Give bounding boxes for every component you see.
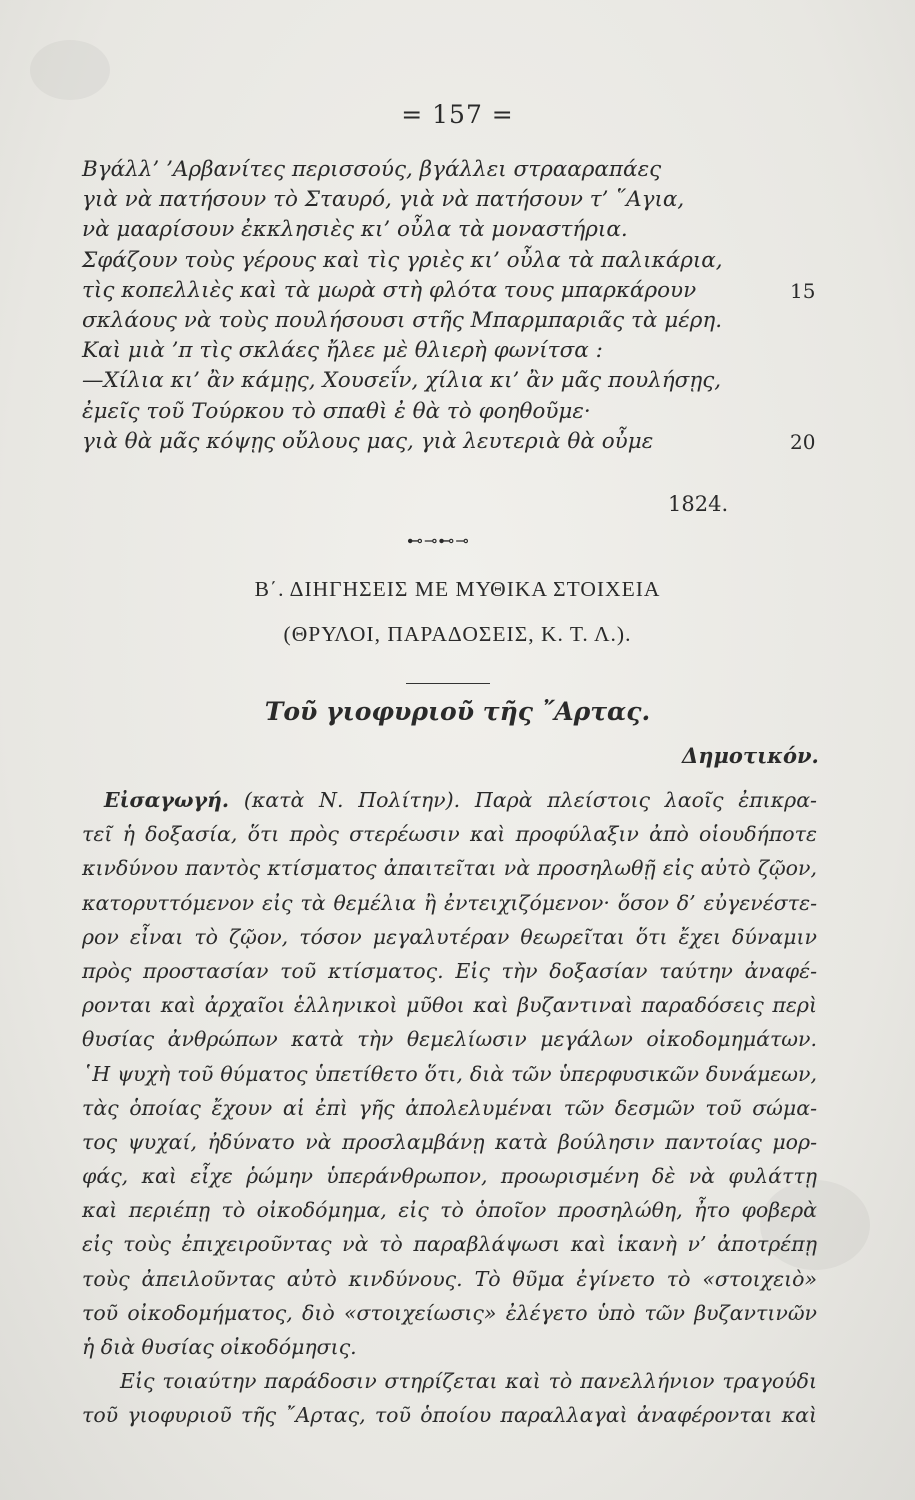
- poem-line-text: γιὰ θὰ μᾶς κόψῃς οὔλους μας, γιὰ λευτεριὰ θὰ οὖμε: [82, 428, 654, 454]
- prose-line: [82, 1262, 817, 1296]
- prose-line-text: ἡ διὰ θυσίας οἰκοδόμησις.: [82, 1335, 357, 1359]
- line-number: 15: [790, 278, 816, 303]
- poem-year: 1824.: [668, 492, 729, 516]
- prose-line-text: ῾Η ψυχὴ τοῦ θύματος ὑπετίθετο ὅτι, διὰ τῶν ὑπερφυσικῶν δυνάμεων,: [82, 1061, 817, 1086]
- paper-stain: [30, 40, 110, 100]
- poem-line-text: Καὶ μιὰ ’π τὶς σκλάες ἤλεε μὲ θλιερὴ φωνίτσα :: [82, 338, 603, 364]
- poem-line: [82, 246, 822, 276]
- prose-line: [82, 1159, 817, 1193]
- prose-line-text: καὶ περιέπῃ τὸ οἰκοδόμημα, εἰς τὸ ὁποῖον προσηλώθη, ἦτο φοβερὰ: [82, 1198, 817, 1223]
- section-subheading: (ΘΡΥΛΟΙ, ΠΑΡΑΔΟΣΕΙΣ, Κ. Τ. Λ.).: [283, 622, 632, 646]
- song-title: Τοῦ γιοφυριοῦ τῆς ῎Αρτας.: [264, 697, 651, 726]
- prose-line: [82, 886, 817, 920]
- poem-line: [82, 336, 822, 366]
- prose-line: [82, 920, 817, 954]
- prose-line-text: ρον εἶναι τὸ ζῷον, τόσον μεγαλυτέραν θεωρεῖται ὅτι ἔχει δύναμιν: [82, 924, 817, 949]
- prose-line: [82, 1398, 817, 1432]
- prose-line: [82, 1330, 817, 1364]
- poem-line-text: τὶς κοπελλιὲς καὶ τὰ μωρὰ στὴ φλότα τους μπαρκάρουν: [82, 277, 697, 303]
- poem-line-text: Σφάζουν τοὺς γέρους καὶ τὶς γριὲς κι’ οὖλα τὰ παλικάρια,: [82, 247, 723, 273]
- poem-line: [82, 276, 822, 306]
- prose-line-text: τὰς ὁποίας ἔχουν αἱ ἐπὶ γῆς ἀπολελυμέναι τῶν δεσμῶν τοῦ σώμα-: [82, 1095, 817, 1120]
- prose-line-text: τοῦ γιοφυριοῦ τῆς ῎Αρτας, τοῦ ὁποίου παραλλαγαὶ ἀναφέρονται καὶ: [82, 1403, 817, 1428]
- prose-line: [82, 1296, 817, 1330]
- page-number: = 157 =: [401, 100, 514, 129]
- section-heading: Β΄. ΔΙΗΓΗΣΕΙΣ ΜΕ ΜΥΘΙΚΑ ΣΤΟΙΧΕΙΑ: [254, 577, 661, 601]
- prose-line-text: τοὺς ἀπειλοῦντας αὐτὸ κινδύνους. Τὸ θῦμα ἐγίνετο τὸ «στοιχειὸ»: [82, 1266, 817, 1291]
- prose-line-text: τεῖ ἡ δοξασία, ὅτι πρὸς στερέωσιν καὶ προφύλαξιν ἀπὸ οἱουδήποτε: [82, 822, 817, 847]
- prose-line: [82, 1193, 817, 1227]
- prose-line: [82, 1091, 817, 1125]
- prose-line-text: κινδύνου παντὸς κτίσματος ἀπαιτεῖται νὰ προσηλωθῇ εἰς αὐτὸ ζῷον,: [82, 856, 817, 881]
- poem-line-text: σκλάους νὰ τοὺς πουλήσουσι στῆς Μπαρμπαριᾶς τὰ μέρη.: [82, 307, 723, 333]
- prose-line: [82, 1057, 817, 1091]
- poem-line-text: νὰ μααρίσουν ἐκκλησιὲς κι’ οὖλα τὰ μοναστήρια.: [82, 217, 628, 243]
- prose-line: [82, 1022, 817, 1056]
- introduction-text: [82, 783, 817, 1433]
- poem-line: [82, 397, 822, 427]
- poem-line: [82, 215, 822, 245]
- poem-line-text: Βγάλλ’ ’Αρβανίτες περισσούς, βγάλλει στρααραπάες: [82, 157, 662, 182]
- ornament-divider: ⊷⊸⊷⊸: [407, 531, 470, 550]
- poem-line: [82, 306, 822, 336]
- prose-line: [82, 1227, 817, 1261]
- prose-line: [82, 1125, 817, 1159]
- prose-line-text: φάς, καὶ εἶχε ῥώμην ὑπεράνθρωπον, προωρισμένη δὲ νὰ φυλάττῃ: [82, 1164, 817, 1189]
- prose-line-text: κατορυττόμενον εἰς τὰ θεμέλια ἢ ἐντειχιζόμενον· ὅσον δ’ εὐγενέστε-: [82, 890, 817, 915]
- poem-line-text: ἐμεῖς τοῦ Τούρκου τὸ σπαθὶ ἐ θὰ τὸ φοηθοῦμε·: [82, 398, 591, 424]
- prose-line: [82, 851, 817, 885]
- prose-line: [82, 817, 817, 851]
- prose-line-text: θυσίας ἀνθρώπων κατὰ τὴν θεμελίωσιν μεγάλων οἰκοδομημάτων.: [82, 1027, 817, 1052]
- section-rule: [406, 683, 490, 684]
- poem-line: [82, 155, 822, 185]
- poem-line-text: γιὰ νὰ πατήσουν τὸ Σταυρό, γιὰ νὰ πατήσουν τ’ ῞Αγια,: [82, 187, 685, 213]
- prose-line: [82, 954, 817, 988]
- song-subtitle: Δημοτικόν.: [682, 743, 819, 768]
- prose-line-text: πρὸς προστασίαν τοῦ κτίσματος. Εἰς τὴν δοξασίαν ταύτην ἀναφέ-: [82, 958, 817, 983]
- poem-line: [82, 185, 822, 215]
- prose-line: [82, 1364, 817, 1398]
- prose-line: [82, 988, 817, 1022]
- prose-line: [82, 783, 817, 817]
- prose-line-text: (κατὰ Ν. Πολίτην). Παρὰ πλείστοις λαοῖς ἐπικρα-: [243, 788, 817, 812]
- poem-line: [82, 427, 822, 457]
- prose-line-text: ρονται καὶ ἀρχαῖοι ἑλληνικοὶ μῦθοι καὶ βυζαντιναὶ παραδόσεις περὶ: [82, 993, 817, 1018]
- intro-label: Εἰσαγωγή.: [104, 788, 230, 812]
- poem: [82, 155, 822, 457]
- poem-line-text: —Χίλια κι’ ἂν κάμῃς, Χουσεΐν, χίλια κι’ ἂν μᾶς πουλήσῃς,: [82, 368, 722, 394]
- poem-line: [82, 366, 822, 396]
- prose-line-text: Εἰς τοιαύτην παράδοσιν στηρίζεται καὶ τὸ πανελλήνιον τραγούδι: [120, 1369, 817, 1394]
- prose-line-text: εἰς τοὺς ἐπιχειροῦντας νὰ τὸ παραβλάψωσι καὶ ἱκανὴ ν’ ἀποτρέπῃ: [82, 1232, 817, 1257]
- prose-line-text: τοῦ οἰκοδομήματος, διὸ «στοιχείωσις» ἐλέγετο ὑπὸ τῶν βυζαντινῶν: [82, 1300, 817, 1325]
- prose-line-text: τος ψυχαί, ἠδύνατο νὰ προσλαμβάνῃ κατὰ βούλησιν παντοίας μορ-: [82, 1129, 817, 1154]
- line-number: 20: [790, 429, 816, 454]
